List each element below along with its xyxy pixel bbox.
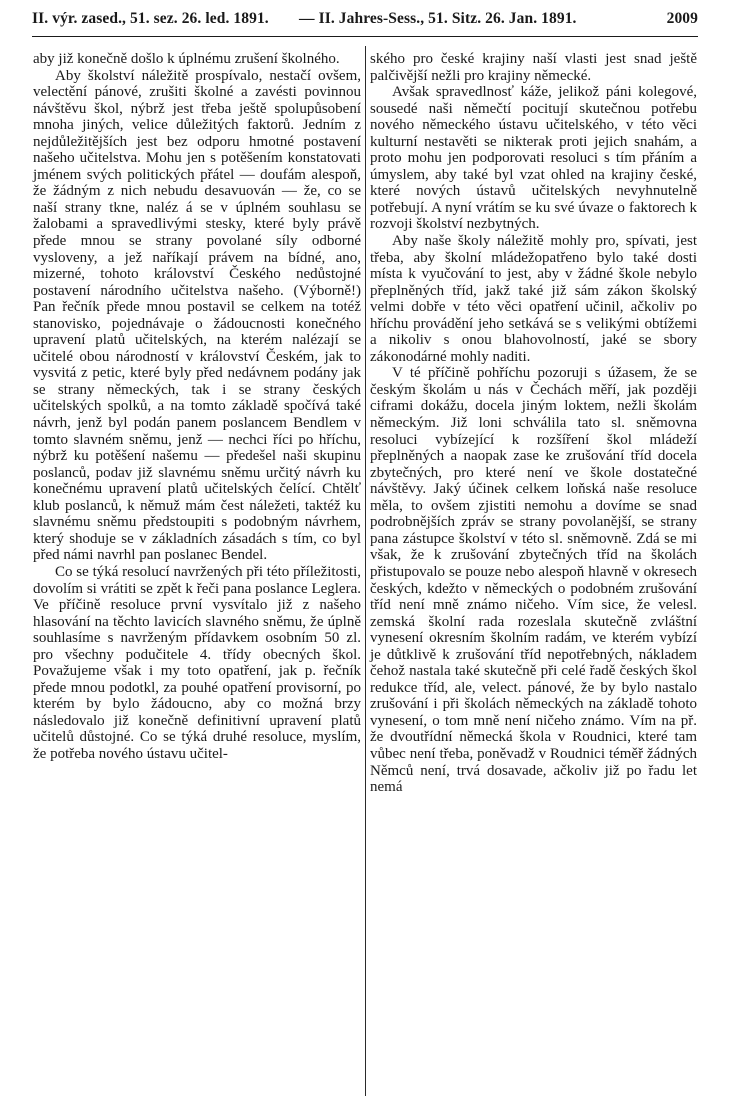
right-paragraph-4: V té příčině pohříchu pozoruji s úžasem, že se českým školám u nás v Čechách měří, jak později ciframi dokážu, docela jiným loktem, nežli školám německým. Již loni schválila tato sl. sněmovna resoluci vybízející k rozšíření škol mládeží přeplněných a naopak zase ke zrušování tříd docela zbytečných, pro které není ve škole dostatečné návštěvy. Jaký účinek celkem loňská naše resoluce měla, to ovšem zjistiti nemohu a dovíme se snad podrobnějších zpráv se strany povolanější, se strany pana zástupce školství v této sl. sněmovně. Zdá se mi však, že k zrušování zbytečných tříd na školách přistupovalo se pouze nebo alespoň hlavně v okresech českých, kdežto v německých o podobném zrušování tříd není mně známo ničeho. Vím sice, že velesl. zemská školní rada rozeslala skutečně zvláštní vynesení okresním školním radám, ve kterém vybízí je důtklivě k zrušování tříd nepotřebných, nákladem čehož nastala také skutečně při celé řadě českých škol redukce tříd, ale, velect. pánové, že by bylo nastalo zrušování i při školách německých na základě tohoto vynesení, o tom mně není ničeho známo. Vím na př. že dvoutřídní německá škola v Roudnici, které tam vůbec není třeba, poněvadž v Roudnici téměř žádných Němců není, trvá dosavade, ačkoliv již po řadu let nemá [370, 365, 697, 796]
column-divider [365, 46, 366, 1096]
page-header [32, 10, 698, 32]
header-rule [32, 36, 698, 37]
right-column [370, 51, 697, 796]
left-column [33, 51, 361, 763]
left-paragraph-2: Aby školství náležitě prospívalo, nestačí ovšem, velectění pánové, zrušiti školné a zavésti povinnou návštěvu škol, nýbrž jest třeba ještě spolupůsobení mnoha jiných, velice důležitých faktorů. Jedním z nejdůležitějších jest bez odporu hmotné postavení našeho učitelstva. Mohu jen s potěšením konstatovati jménem svých politických přátel — doufám alespoň, že žádným z nich nebudu desavuován — že, co se naší strany tkne, naléz á se v úplném souhlasu se žalobami a spravedlivými stesky, které byly právě přede mnou se strany povolané síly odborné vysloveny, a jež naříkají právem na bídné, ano, mizerné, tohoto království Českého nedůstojné postavení národního učitelstva našeho. (Výborně!) Pan řečník přede mnou postavil se celkem na totéž stanovisko, pojednávaje o žádoucnosti konečného upravení platů učitelských, na kterém nalézají se učitelé obou národností v království Českém, jak to vysvitá z petic, které byly před nedávnem podány jak se strany německých, tak i se strany českých učitelských spolků, a na tomto základě spočívá také návrh, jenž byl podán panem poslancem Bendlem v tomto slavném sněmu, jenž — nechci říci po hříchu, nýbrž ku potěšení našemu — předešel naši skupinu poslanců, podav již slavnému sněmu určitý návrh ku konečnému upravení platů učitelských čelící. Chtělť klub poslanců, k němuž mám čest náležeti, taktéž ku slavnému sněmu předstoupiti s podobným návrhem, který shoduje se v základních zásadách s tím, co byl před námi navrhl pan poslanec Bendel. [33, 67, 361, 564]
header-left-czech: II. výr. zased., 51. sez. 26. led. 1891. [32, 10, 269, 27]
right-paragraph-1: ského pro české krajiny naší vlasti jest snad ještě palčivější nežli pro krajiny německé. [370, 51, 697, 84]
page-number: 2009 [666, 10, 698, 27]
left-paragraph-1: aby již konečně došlo k úplnému zrušení školného. [33, 51, 340, 67]
right-paragraph-2: Avšak spravedlnosť káže, jelikož páni kolegové, sousedé naši němečtí pocitují skutečnou potřebu nového německého ústavu učitelského, v této věci kulturní nestavěti se nikterak proti jejich snahám, a proto mohu jen podporovati resoluci s tím přáním a úmyslem, aby také byl vzat ohled na krajiny české, které nových ústavů učitelských nevyhnutelně potřebují. A nyní vrátím se ku své úvaze o faktorech k rozvoji školství nezbytných. [370, 84, 697, 233]
right-paragraph-3: Aby naše školy náležitě mohly pro, spívati, jest třeba, aby školní mládežopatřeno bylo také dosti místa k vyučování to jest, aby v žádné škole nebylo přeplněných tříd, jakž také již sám zákon školský velmi dobře v této věci opatření učinil, ačkoliv po hříchu provádění jeho setkává se s velikými obtížemi a nikoliv s onou blahovolností, jaké se sbory zákonodárné mohly naditi. [370, 233, 697, 365]
left-paragraph-3: Co se týká resolucí navržených při této příležitosti, dovolím si vrátiti se zpět k řeči pana poslance Leglera. Ve příčině resoluce první vysvítalo již z našeho hlasování na těchto lavicích slavného sněmu, že úplně souhlasíme s navrženým přídavkem osobním 50 zl. pro všechny podučitele 4. třídy obecných škol. Považujeme však i my toto opatření, jak p. řečník přede mnou podotkl, za pouhé opatření provisorní, po kterém by bylo žádoucno, aby co možná brzy následovalo již konečně definitivní upravení platů učitelů důstojné. Co se týká druhé resoluce, myslím, že potřeba nového ústavu učitel- [33, 563, 361, 762]
header-center-german: — II. Jahres-Sess., 51. Sitz. 26. Jan. 1891. [299, 10, 577, 27]
